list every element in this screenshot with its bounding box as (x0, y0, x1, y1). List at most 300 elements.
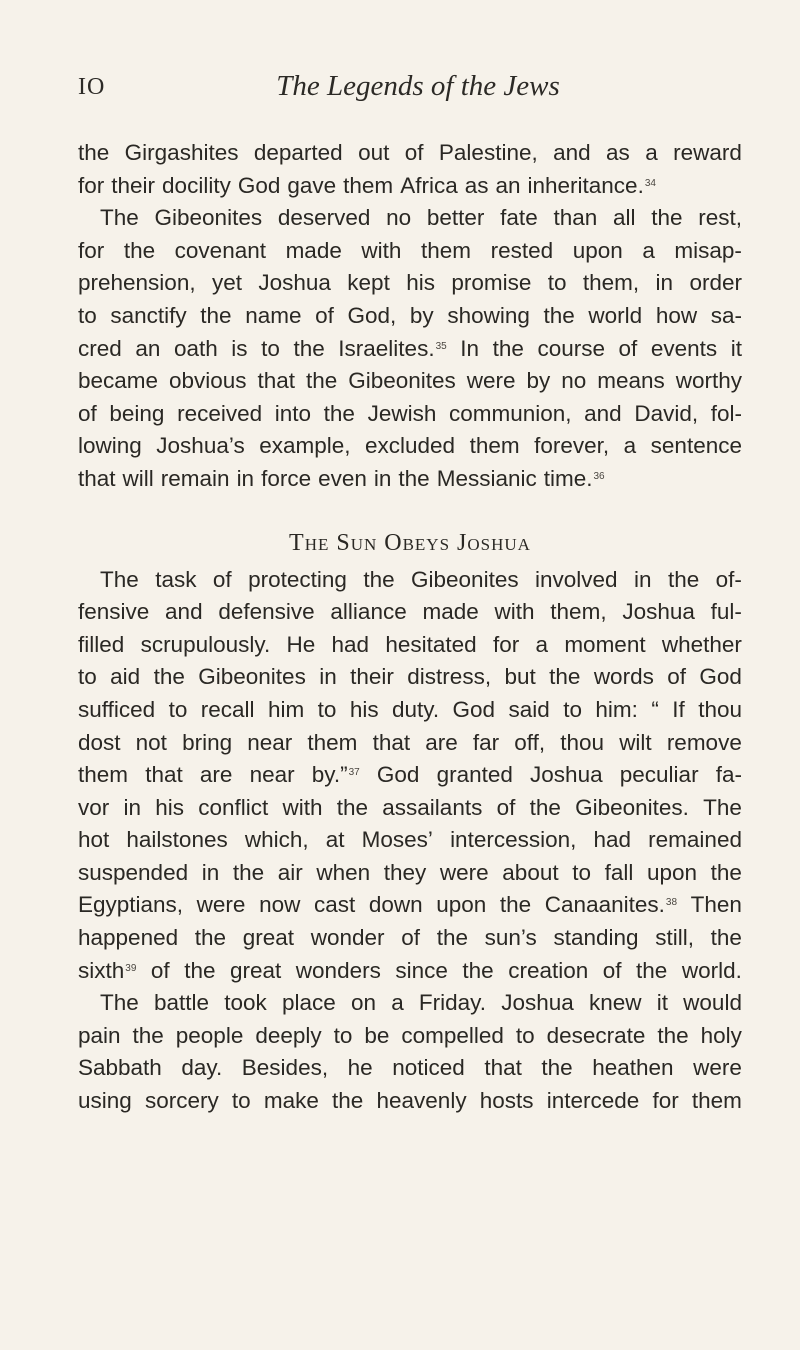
word: oath (173, 335, 218, 361)
word: even (318, 465, 367, 491)
word: Gibeonites (198, 664, 306, 690)
word: in (123, 794, 142, 820)
word: to (563, 696, 582, 722)
word: Friday. (418, 990, 487, 1016)
word: how (655, 302, 698, 328)
word: Joshua (258, 270, 331, 296)
word: He (286, 631, 316, 657)
word: of (315, 302, 334, 328)
word: the (184, 957, 216, 983)
footnote-marker: 37 (348, 767, 360, 779)
word: them (469, 433, 520, 459)
word: in (655, 270, 674, 296)
word: example, (259, 433, 351, 459)
word: dost (78, 729, 121, 755)
word: scrupulously. (140, 631, 271, 657)
word: the (194, 925, 227, 951)
word: being (109, 400, 165, 426)
word: them (78, 762, 129, 788)
word: the (436, 925, 468, 951)
word: Messianic (436, 465, 537, 491)
word: Gibeonites (154, 205, 263, 231)
word: received (177, 400, 263, 426)
word: world (588, 302, 643, 328)
word: hailstones (126, 827, 228, 853)
word: sufficed (78, 696, 156, 722)
word: forever, (534, 433, 610, 459)
word: far (472, 729, 500, 755)
word: upon (436, 892, 487, 918)
running-head: The Legends of the Jews (276, 70, 560, 102)
word: the (710, 925, 742, 951)
text-line (78, 463, 742, 496)
word: the (636, 957, 668, 983)
word: Joshua (622, 599, 695, 625)
word: it (730, 335, 742, 361)
word: obvious (169, 368, 247, 394)
word: promise (451, 270, 532, 296)
word: by.”$^{37}$ (311, 762, 360, 788)
word: with (494, 599, 535, 625)
text-line (78, 629, 742, 662)
word: which, (244, 827, 309, 853)
word: in (236, 465, 255, 491)
text-line (78, 987, 742, 1020)
word: by (409, 302, 434, 328)
word: to (261, 335, 280, 361)
word: gave (287, 172, 337, 198)
word: upon (646, 859, 698, 885)
word: his (349, 696, 379, 722)
section-title: The Sun Obeys Joshua (289, 529, 531, 556)
word: Palestine, (438, 140, 538, 165)
word: in (201, 859, 220, 885)
word: cast (313, 892, 356, 918)
word: Joshua’s (156, 433, 245, 459)
word: order (689, 270, 742, 296)
word: them, (582, 270, 640, 296)
word: Jewish (367, 400, 437, 426)
word: them (307, 729, 358, 755)
word: of (496, 794, 516, 820)
text-line (78, 300, 742, 333)
word: down (368, 892, 423, 918)
word: In (460, 335, 480, 361)
word: an (135, 335, 161, 361)
word: whether (661, 631, 742, 657)
word: the (78, 140, 110, 165)
word: standing (553, 925, 639, 951)
word: it (656, 990, 668, 1016)
word: now (259, 892, 301, 918)
word: of (401, 925, 420, 951)
word: God (452, 696, 496, 722)
word: the (529, 794, 561, 820)
word: with (361, 237, 402, 263)
word: were (693, 1055, 742, 1081)
word: force (261, 465, 312, 491)
word: sorcery (144, 1088, 219, 1114)
word: out (358, 140, 390, 165)
word: involved (535, 566, 618, 592)
word: the (667, 566, 700, 592)
word: great (242, 925, 295, 951)
word: Girgashites (124, 140, 239, 165)
word: the (710, 859, 742, 885)
word: rest, (698, 205, 742, 231)
word: of (667, 664, 686, 690)
word: wilt (619, 729, 652, 755)
text-line (78, 889, 742, 922)
word: events (650, 335, 718, 361)
word: fensive (78, 599, 150, 625)
word: the (549, 664, 581, 690)
word: for (652, 1088, 679, 1114)
word: noticed (392, 1055, 465, 1081)
word: prehension, (78, 270, 196, 296)
word: them (421, 237, 472, 263)
footnote-marker: 35 (435, 340, 447, 352)
word: sentence (650, 433, 742, 459)
word: Moses’ (361, 827, 433, 853)
word: worthy (675, 368, 742, 394)
word: in (373, 465, 392, 491)
word: ful- (710, 599, 742, 625)
word: lowing (78, 433, 142, 459)
text-line (78, 1085, 742, 1118)
word: vor (78, 794, 110, 820)
text-line (78, 202, 742, 235)
word: about (502, 859, 559, 885)
word: defensive (218, 599, 315, 625)
word: The (703, 794, 742, 820)
word: departed (253, 140, 343, 165)
word: means (597, 368, 665, 394)
word: the (398, 465, 430, 491)
word: than (553, 205, 598, 231)
word: the (462, 957, 494, 983)
word: remained (648, 827, 742, 853)
word: “ (651, 696, 659, 722)
text-line (78, 137, 742, 170)
word: task (155, 566, 197, 592)
word: them, (550, 599, 607, 625)
word: misap- (674, 237, 742, 263)
word: the (657, 1022, 689, 1048)
word: remain (160, 465, 230, 491)
word: intercede (546, 1088, 640, 1114)
word: as (464, 172, 489, 198)
footnote-marker: 39 (125, 962, 137, 974)
word: wonder (310, 925, 385, 951)
text-line (78, 333, 742, 366)
word: the (651, 205, 683, 231)
word: intercession, (450, 827, 577, 853)
word: the (132, 1022, 164, 1048)
word: Gibeonites (411, 566, 519, 592)
word: of (212, 566, 232, 592)
text-line (78, 955, 742, 988)
word: words (593, 664, 654, 690)
word: yet (211, 270, 242, 296)
word: his (155, 794, 185, 820)
word: of (404, 140, 424, 165)
word: made (422, 599, 479, 625)
word: place (281, 990, 336, 1016)
word: the (499, 892, 532, 918)
word: that (484, 1055, 522, 1081)
text-line (78, 1020, 742, 1053)
word: the (541, 1055, 573, 1081)
word: deserved (277, 205, 371, 231)
word: to (78, 664, 97, 690)
word: of (618, 335, 638, 361)
word: David, (634, 400, 699, 426)
paragraph-group-after (78, 564, 742, 1118)
word: desecrate (546, 1022, 646, 1048)
word: hot (78, 827, 110, 853)
word: name (245, 302, 302, 328)
word: and (584, 400, 622, 426)
word: for (492, 631, 520, 657)
word: is (231, 335, 248, 361)
word: he (347, 1055, 373, 1081)
text-line (78, 661, 742, 694)
word: conflict (198, 794, 269, 820)
word: are (425, 729, 458, 755)
word: heavenly (376, 1088, 467, 1114)
word: happened (78, 925, 179, 951)
word: had (331, 631, 370, 657)
word: the (323, 400, 355, 426)
word: said (508, 696, 550, 722)
word: protecting (248, 566, 347, 592)
word: made (285, 237, 342, 263)
text-line (78, 430, 742, 463)
word: to (317, 696, 337, 722)
word: fa- (715, 762, 742, 788)
word: but (504, 664, 536, 690)
text-line (78, 792, 742, 825)
word: distress, (407, 664, 492, 690)
word: duty. (392, 696, 440, 722)
word: the (332, 1088, 364, 1114)
text-line (78, 170, 742, 203)
word: on (350, 990, 376, 1016)
word: him (267, 696, 305, 722)
word: suspended (78, 859, 189, 885)
word: The (100, 990, 139, 1016)
word: Joshua (501, 990, 574, 1016)
word: Joshua (530, 762, 603, 788)
word: their (111, 172, 156, 198)
word: fall (604, 859, 634, 885)
word: battle (153, 990, 210, 1016)
word: they (383, 859, 427, 885)
word: the (293, 335, 325, 361)
footnote-marker: 34 (644, 177, 656, 189)
word: of (78, 400, 97, 426)
word: the (336, 794, 369, 820)
word: Sabbath (78, 1055, 162, 1081)
word: of- (715, 566, 742, 592)
word: world. (681, 957, 742, 983)
word: God (376, 762, 420, 788)
word: cred (78, 335, 122, 361)
text-line (78, 564, 742, 597)
word: wonders (295, 957, 381, 983)
word: compelled (401, 1022, 504, 1048)
word: the (363, 566, 395, 592)
word: were (466, 368, 516, 394)
word: deeply (255, 1022, 322, 1048)
word: that (78, 465, 116, 491)
paragraph-group-before (78, 137, 742, 496)
word: near (247, 729, 293, 755)
word: air (277, 859, 303, 885)
word: his (406, 270, 435, 296)
word: course (537, 335, 605, 361)
word: to (168, 696, 188, 722)
word: the (306, 368, 338, 394)
word: bring (182, 729, 233, 755)
word: not (135, 729, 167, 755)
word: granted (436, 762, 513, 788)
word: sa- (710, 302, 742, 328)
word: using (78, 1088, 132, 1114)
text-line (78, 857, 742, 890)
text-line (78, 727, 742, 760)
word: remove (666, 729, 742, 755)
word: that (372, 729, 411, 755)
word: great (229, 957, 282, 983)
word: a (623, 433, 637, 459)
word: and (553, 140, 591, 165)
word: in (319, 664, 337, 690)
word: still, (655, 925, 694, 951)
word: Israelites.$^{35}$ (338, 335, 447, 361)
word: If (672, 696, 685, 722)
word: excluded (365, 433, 456, 459)
word: The (100, 566, 139, 592)
word: became (78, 368, 159, 394)
word: assailants (382, 794, 483, 820)
word: peculiar (619, 762, 699, 788)
word: a (391, 990, 404, 1016)
word: the (123, 237, 156, 263)
word: them (343, 172, 394, 198)
word: of (150, 957, 170, 983)
word: near (249, 762, 295, 788)
word: docility (162, 172, 231, 198)
word: recall (200, 696, 255, 722)
word: God (699, 664, 742, 690)
word: a (642, 237, 655, 263)
text-line (78, 596, 742, 629)
word: Africa (400, 172, 458, 198)
word: of (602, 957, 622, 983)
word: aid (110, 664, 141, 690)
word: to (515, 1022, 535, 1048)
word: pain (78, 1022, 121, 1048)
word: all (612, 205, 636, 231)
word: fate (500, 205, 538, 231)
word: with (282, 794, 323, 820)
word: moment (564, 631, 646, 657)
word: God (237, 172, 281, 198)
word: into (274, 400, 312, 426)
word: no (386, 205, 412, 231)
word: and (165, 599, 203, 625)
footnote-marker: 38 (665, 897, 678, 909)
word: filled (78, 631, 125, 657)
word: are (199, 762, 233, 788)
body-text (78, 137, 742, 1118)
word: better (426, 205, 485, 231)
word: make (263, 1088, 319, 1114)
word: an (495, 172, 521, 198)
word: the (232, 859, 265, 885)
word: inheritance.$^{34}$ (527, 172, 656, 198)
word: covenant (174, 237, 266, 263)
word: took (224, 990, 267, 1016)
word: by (526, 368, 551, 394)
word: reward (673, 140, 742, 165)
footnote-marker: 36 (593, 470, 605, 482)
word: to (547, 270, 567, 296)
word: will (122, 465, 154, 491)
word: creation (508, 957, 589, 983)
word: sun’s (484, 925, 537, 951)
page-number: IO (78, 74, 106, 100)
word: the (200, 302, 232, 328)
word: Egyptians, (78, 892, 184, 918)
word: off, (514, 729, 546, 755)
text-line (78, 922, 742, 955)
page-header (78, 66, 738, 116)
word: the (153, 664, 185, 690)
word: heathen (592, 1055, 674, 1081)
word: them (691, 1088, 742, 1114)
word: a (535, 631, 549, 657)
word: kept (347, 270, 390, 296)
word: the (543, 302, 575, 328)
word: thou (698, 696, 742, 722)
word: a (645, 140, 658, 165)
word: him: (595, 696, 638, 722)
word: for (78, 172, 105, 198)
word: Gibeonites. (575, 794, 689, 820)
text-line (78, 267, 742, 300)
word: their (350, 664, 394, 690)
text-line (78, 1052, 742, 1085)
word: Gibeonites (348, 368, 456, 394)
word: time.$^{36}$ (543, 465, 605, 491)
text-line (78, 235, 742, 268)
word: that (145, 762, 183, 788)
word: knew (588, 990, 642, 1016)
word: at (325, 827, 345, 853)
word: for (78, 237, 105, 263)
word: would (683, 990, 742, 1016)
word: rested (490, 237, 554, 263)
word: alliance (330, 599, 407, 625)
word: that (257, 368, 296, 394)
word: Besides, (241, 1055, 329, 1081)
word: to (333, 1022, 353, 1048)
word: as (606, 140, 630, 165)
word: fol- (710, 400, 742, 426)
